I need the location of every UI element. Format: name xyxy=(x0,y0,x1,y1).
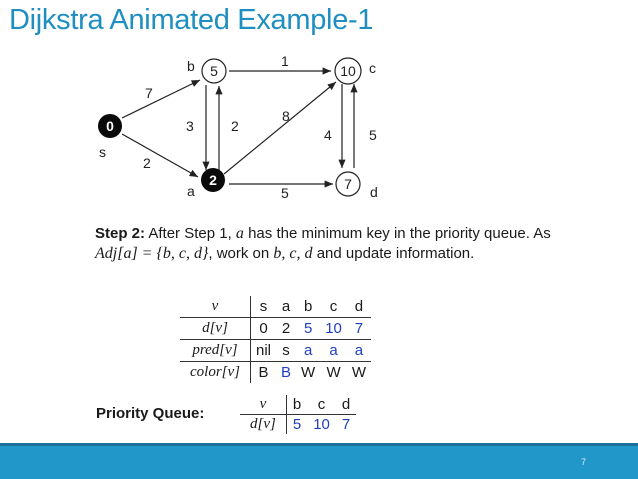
pq-value: 7 xyxy=(341,416,351,433)
pq-header-cell: d xyxy=(336,395,356,415)
table-cell: nil xyxy=(251,340,277,362)
row-label-pred: pred[v] xyxy=(180,340,251,362)
table-cell-updated: 5 xyxy=(296,318,320,340)
vertex-info-table xyxy=(180,296,371,383)
table-cell-updated: 7 xyxy=(347,318,371,340)
step-heading: Step 2: xyxy=(95,225,146,242)
row-label-d: d[v] xyxy=(180,318,251,340)
table-row-pred xyxy=(180,340,371,362)
table-cell-updated: a xyxy=(320,340,347,362)
step-text-4: and update information. xyxy=(316,245,475,262)
page-number: 7 xyxy=(580,457,586,467)
table-cell-updated: 10 xyxy=(320,318,347,340)
footer-bar xyxy=(0,443,638,479)
weight-a-b: 2 xyxy=(231,118,239,134)
table-header-cell: s xyxy=(251,296,277,318)
table-header-cell: a xyxy=(276,296,296,318)
pq-header-cell: c xyxy=(307,395,336,415)
edge-a-c xyxy=(224,82,336,174)
node-a-value: 2 xyxy=(209,172,217,188)
weight-d-c: 5 xyxy=(369,127,377,143)
table-cell: B xyxy=(258,364,269,381)
graph-diagram xyxy=(0,0,638,220)
table-header-cell: d xyxy=(347,296,371,318)
weight-a-c: 8 xyxy=(282,108,290,124)
table-cell: 2 xyxy=(276,318,296,340)
weight-s-b: 7 xyxy=(145,85,153,101)
pq-row-label: d[v] xyxy=(240,415,286,435)
weight-b-a: 3 xyxy=(186,118,194,134)
table-cell-updated: a xyxy=(347,340,371,362)
step-text-3: , work on xyxy=(208,245,270,262)
pq-header-cell: b xyxy=(286,395,307,415)
step-work-on: b, c, d xyxy=(273,245,313,262)
table-cell: W xyxy=(351,364,367,381)
weight-b-c: 1 xyxy=(281,53,289,69)
priority-queue-table xyxy=(240,395,356,434)
table-cell-updated: B xyxy=(281,364,292,381)
node-b-value: 5 xyxy=(210,63,218,79)
table-cell: W xyxy=(301,364,316,381)
table-cell: 0 xyxy=(251,318,277,340)
row-label-color: color[v] xyxy=(180,362,251,384)
pq-value: 5 xyxy=(292,416,302,433)
node-c-label: c xyxy=(369,60,376,76)
edge-s-b xyxy=(122,80,200,118)
pq-value: 10 xyxy=(313,416,330,433)
node-c-value: 10 xyxy=(340,63,356,79)
priority-queue-label: Priority Queue: xyxy=(96,405,205,422)
pq-value-row xyxy=(240,415,356,435)
table-header-cell: b xyxy=(296,296,320,318)
table-cell: W xyxy=(326,364,341,381)
weight-c-d: 4 xyxy=(324,127,332,143)
table-header-row xyxy=(180,296,371,318)
table-header-cell: c xyxy=(320,296,347,318)
step-text-1: After Step 1, xyxy=(148,225,232,242)
pq-header-v: v xyxy=(240,395,286,415)
table-cell-updated: a xyxy=(296,340,320,362)
node-s-value: 0 xyxy=(106,118,114,134)
table-row-distance xyxy=(180,318,371,340)
weight-s-a: 2 xyxy=(143,155,151,171)
node-d-label: d xyxy=(370,184,378,200)
node-a-label: a xyxy=(187,183,195,199)
node-d-value: 7 xyxy=(344,176,352,192)
step-var-a: a xyxy=(235,225,244,242)
node-s-label: s xyxy=(99,144,106,160)
pq-header-row xyxy=(240,395,356,415)
step-adj-expr: Adj[a] = {b, c, d} xyxy=(95,245,209,262)
node-b-label: b xyxy=(187,58,195,74)
step-text-2: has the minimum key in the priority queue. As xyxy=(248,225,551,242)
table-cell: s xyxy=(276,340,296,362)
slide-title: Dijkstra Animated Example-1 xyxy=(9,4,374,36)
table-header-v: v xyxy=(180,296,251,318)
step-description xyxy=(95,224,555,264)
weight-a-d: 5 xyxy=(281,185,289,201)
edge-s-a xyxy=(122,134,198,177)
table-row-color xyxy=(180,362,371,384)
